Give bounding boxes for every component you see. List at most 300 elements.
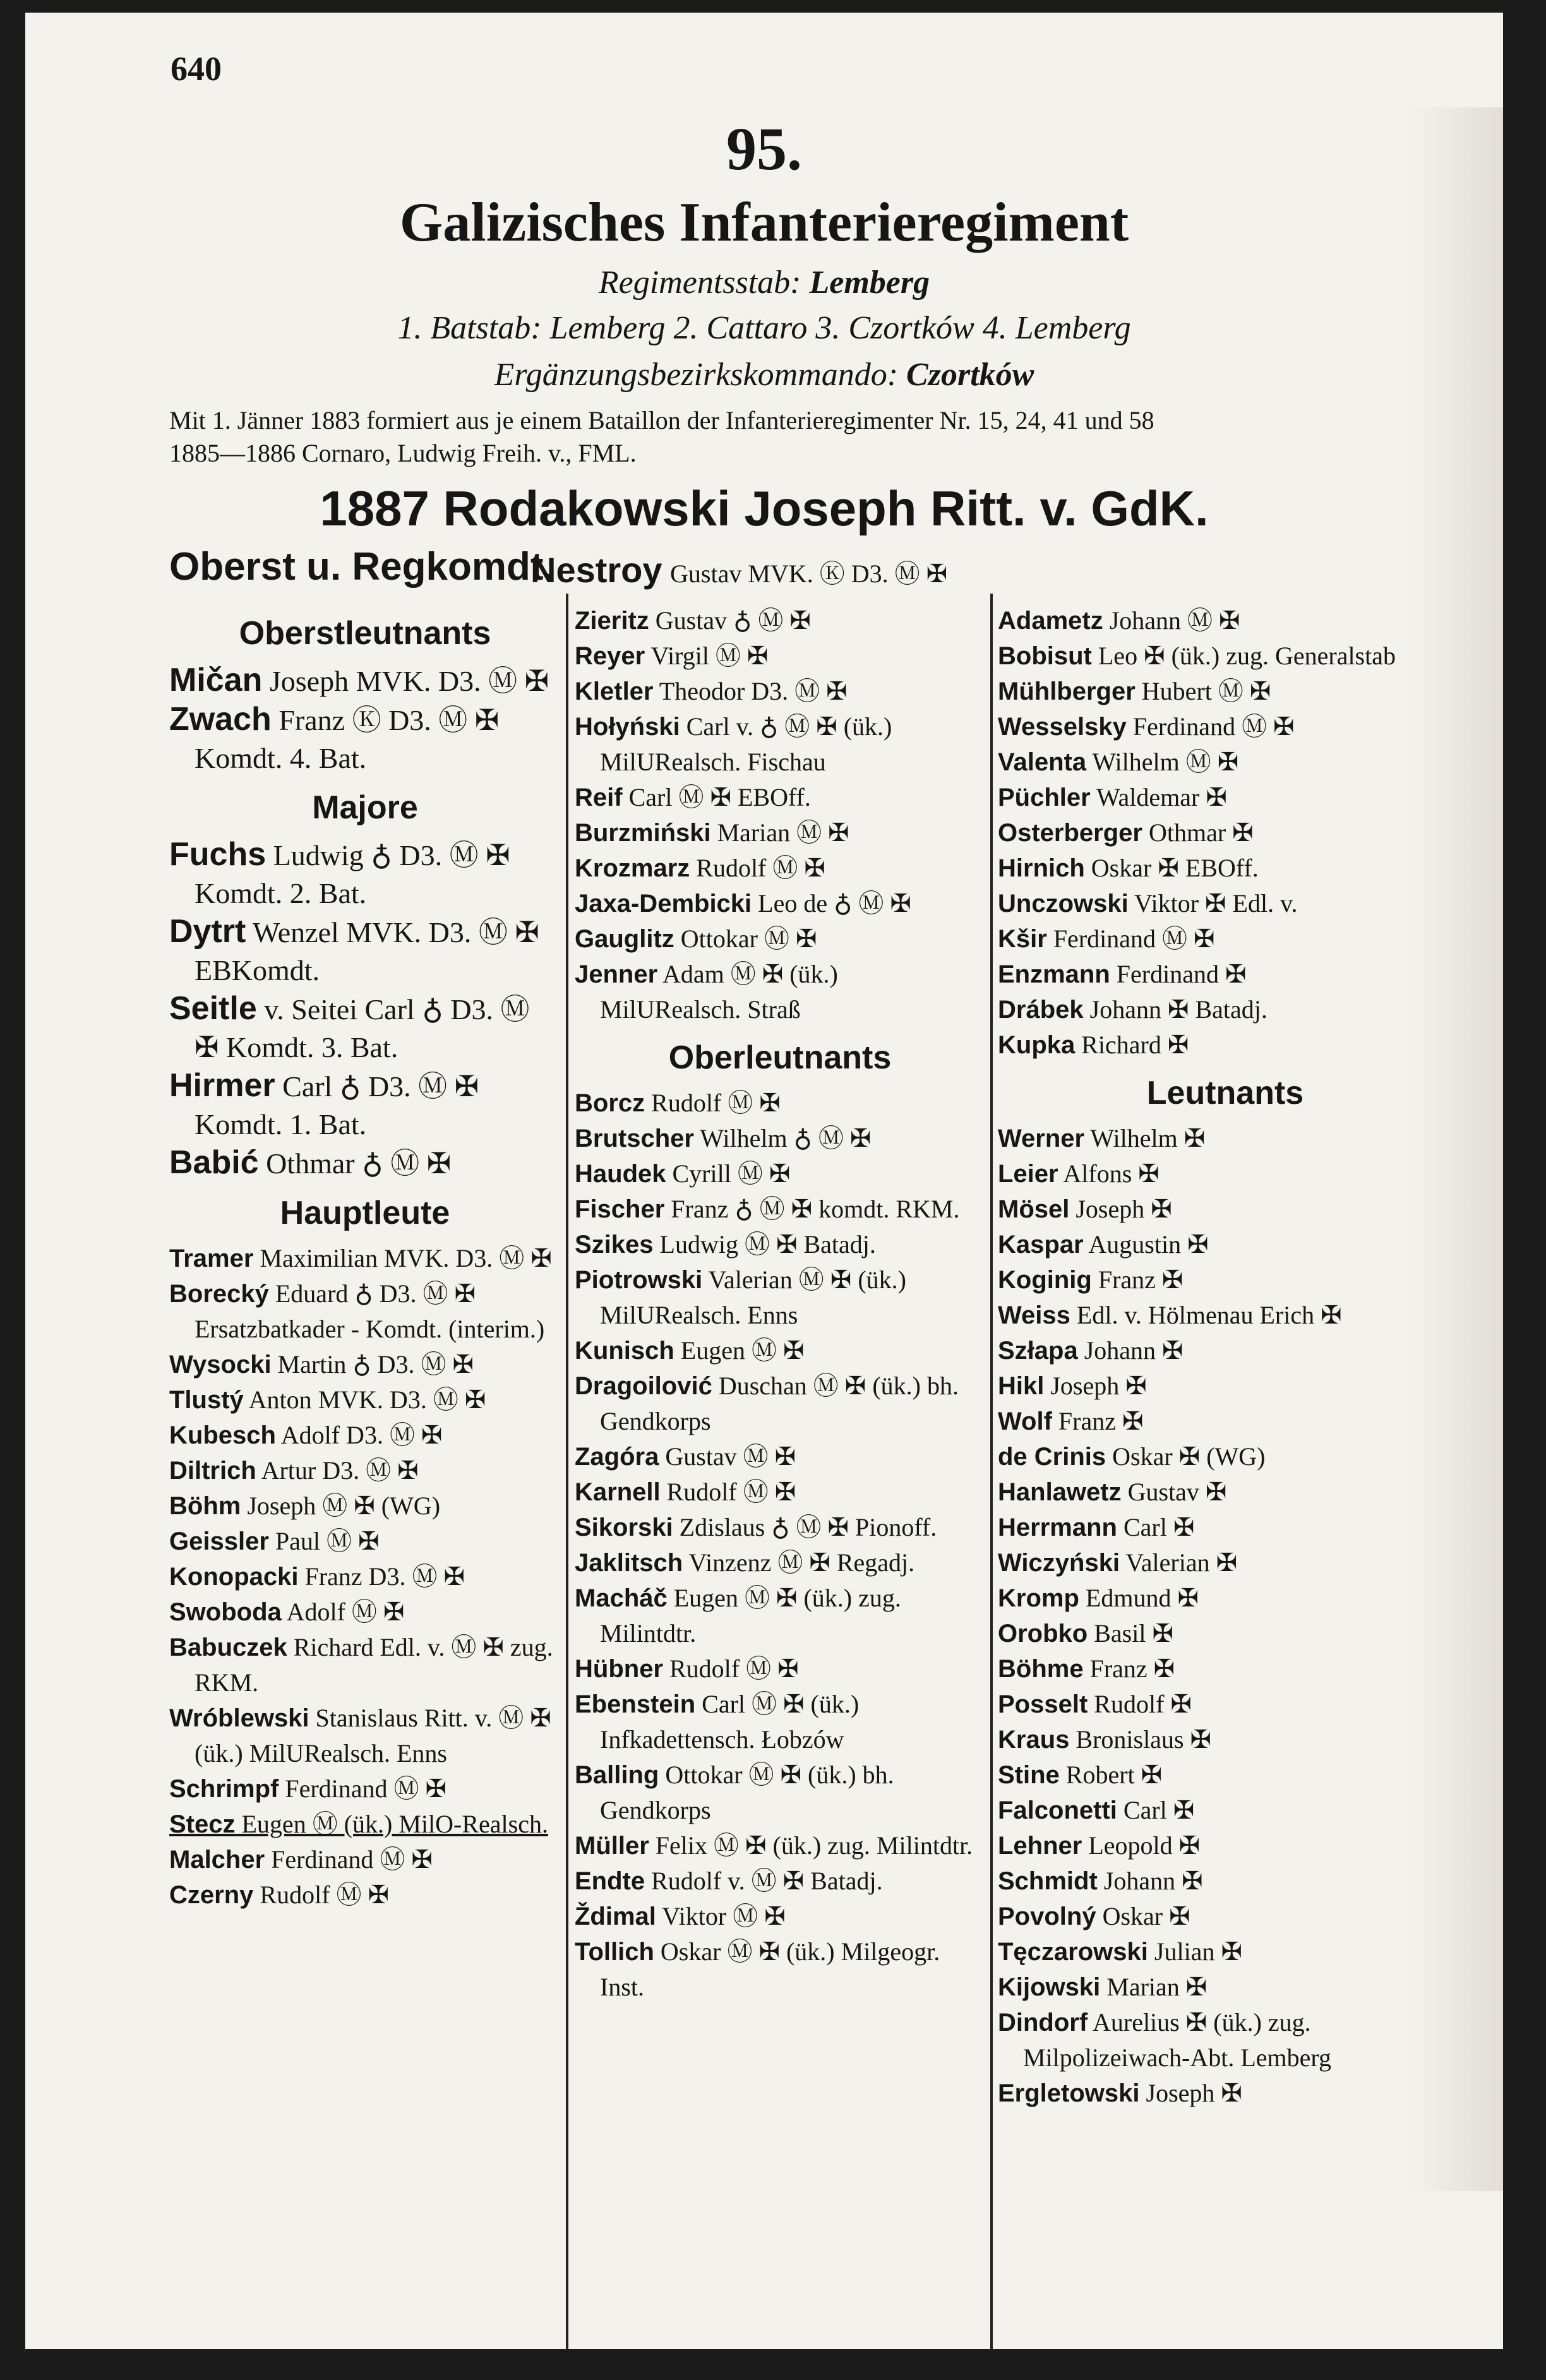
officer-entry [169, 1453, 561, 1488]
officer-surname: Hołyński [575, 713, 680, 741]
officer-details: Carl ✠ [1117, 1513, 1195, 1541]
officer-details: Leo de ♁ Ⓜ ✠ [752, 889, 911, 918]
officer-surname: Drábek [998, 996, 1084, 1024]
officer-details: Felix Ⓜ ✠ (ük.) zug. Milintdtr. [649, 1831, 973, 1860]
officer-details: Rudolf ✠ [1088, 1690, 1192, 1718]
officer-entry [575, 1651, 985, 1687]
officer-surname: Szikes [575, 1231, 654, 1259]
officer-details: Franz ✠ [1091, 1265, 1183, 1294]
officer-entry [575, 603, 985, 638]
officer-surname: Brutscher [575, 1125, 694, 1152]
officer-details: Maximilian MVK. D3. Ⓜ ✠ [253, 1244, 552, 1272]
officer-surname: Hirnich [998, 854, 1085, 882]
officer-surname: Zieritz [575, 607, 649, 635]
officer-details: Viktor Ⓜ ✠ [656, 1902, 786, 1930]
officer-details: Richard ✠ [1075, 1031, 1189, 1059]
officer-details: Franz ✠ [1083, 1654, 1175, 1683]
officer-surname: Piotrowski [575, 1266, 703, 1294]
officer-surname: Gauglitz [575, 925, 674, 953]
officer-details: Carl Ⓜ ✠ (ük.) Infkadettensch. Łobzów [600, 1690, 860, 1754]
officer-surname: Mičan [169, 662, 263, 698]
officer-details: Rudolf v. Ⓜ ✠ Batadj. [645, 1867, 883, 1895]
officer-details: Rudolf Ⓜ ✠ [690, 854, 825, 882]
officer-surname: Dragoilović [575, 1372, 712, 1400]
officer-details: Oskar Ⓜ ✠ (ük.) Milgeogr. Inst. [600, 1937, 940, 2001]
officer-entry [575, 921, 985, 957]
officer-surname: Kubesch [169, 1421, 276, 1449]
officer-entry [998, 1828, 1453, 1863]
officer-surname: Diltrich [169, 1457, 256, 1485]
column-divider [566, 594, 568, 2349]
officer-surname: Tęczarowski [998, 1938, 1148, 1966]
officer-entry [575, 815, 985, 851]
officer-entry [998, 1439, 1453, 1474]
officer-surname: Böhme [998, 1655, 1084, 1683]
officer-entry [998, 1545, 1453, 1581]
officer-details: Basil ✠ [1088, 1619, 1173, 1647]
officer-surname: Werner [998, 1125, 1085, 1152]
officer-details: Eugen Ⓜ (ük.) MilO-Realsch. [235, 1810, 548, 1838]
officer-surname: Jaxa-Dembicki [575, 890, 752, 918]
officer-surname: Weiss [998, 1301, 1070, 1329]
officer-details: Carl Ⓜ ✠ EBOff. [622, 783, 811, 811]
officer-surname: Schrimpf [169, 1775, 279, 1803]
officer-surname: Herrmann [998, 1514, 1117, 1541]
officer-entry [998, 1027, 1453, 1063]
officer-entry [169, 1488, 561, 1524]
officer-details: Ferdinand Ⓜ ✠ [279, 1774, 447, 1803]
officer-details: Adolf D3. Ⓜ ✠ [275, 1421, 443, 1449]
officer-details: Ferdinand Ⓜ ✠ [1126, 712, 1295, 741]
ergaenzung-value: Czortków [906, 357, 1034, 393]
officer-details: Bronislaus ✠ [1069, 1725, 1212, 1754]
officer-entry [575, 1227, 985, 1262]
officer-entry [169, 1418, 561, 1453]
officer-details: Wilhelm Ⓜ ✠ [1086, 748, 1239, 776]
officer-entry [169, 1276, 561, 1347]
officer-surname: de Crinis [998, 1443, 1106, 1471]
officer-surname: Fischer [575, 1195, 665, 1223]
battalion-line: 1. Batstab: Lemberg 2. Cattaro 3. Czortków 4. Lemberg [397, 310, 1131, 346]
officer-entry [169, 990, 561, 1067]
officer-surname: Stecz [169, 1810, 236, 1838]
officer-surname: Bobisut [998, 642, 1092, 670]
officer-surname: Reif [575, 784, 623, 811]
column-1 [169, 603, 561, 1913]
officer-entry [575, 1333, 985, 1368]
officer-details: Artur D3. Ⓜ ✠ [256, 1456, 419, 1485]
officer-entry [998, 992, 1453, 1027]
officer-details: Alfons ✠ [1058, 1159, 1160, 1188]
officer-surname: Falconetti [998, 1797, 1117, 1824]
officer-surname: Püchler [998, 784, 1091, 811]
officer-entry [169, 1241, 561, 1276]
officer-details: Johann ✠ Batadj. [1083, 995, 1267, 1024]
officer-entry [169, 1594, 561, 1630]
officer-details: Eduard ♁ D3. Ⓜ ✠ Ersatzbatkader - Komdt. (interim.) [195, 1279, 545, 1343]
officer-entry [575, 780, 985, 815]
officer-surname: Kšir [998, 925, 1047, 953]
officer-entry [998, 1192, 1453, 1227]
officer-entry [169, 1842, 561, 1877]
column-3 [998, 603, 1453, 2111]
column-divider [990, 594, 993, 2349]
ergaenzung-line [25, 356, 1503, 393]
officer-details: Ottokar Ⓜ ✠ (ük.) bh. Gendkorps [600, 1761, 894, 1824]
officer-surname: Posselt [998, 1690, 1088, 1718]
officer-details: Adolf Ⓜ ✠ [281, 1598, 405, 1626]
officer-details: Ludwig ♁ D3. Ⓜ ✠ Komdt. 2. Bat. [195, 839, 510, 909]
officer-surname: Babuczek [169, 1634, 287, 1661]
staff-line [25, 264, 1503, 301]
officer-surname: Burzmiński [575, 819, 711, 847]
officer-surname: Krozmarz [575, 854, 690, 882]
officer-surname: Kraus [998, 1726, 1070, 1754]
officer-surname: Ebenstein [575, 1690, 696, 1718]
officer-surname: Schmidt [998, 1867, 1098, 1895]
officer-surname: Leier [998, 1160, 1058, 1188]
officer-entry [575, 1085, 985, 1121]
officer-surname: Borecký [169, 1280, 269, 1308]
officer-surname: Ždimal [575, 1903, 656, 1930]
officer-surname: Adametz [998, 607, 1103, 635]
section-heading: Leutnants [1146, 1075, 1304, 1111]
officer-details: Virgil Ⓜ ✠ [645, 642, 769, 670]
officer-entry [998, 1899, 1453, 1934]
officer-surname: Orobko [998, 1620, 1088, 1647]
officer-entry [169, 1144, 561, 1183]
officer-details: Oskar ✠ EBOff. [1084, 854, 1259, 882]
officer-details: Adam Ⓜ ✠ (ük.) MilURealsch. Straß [600, 960, 838, 1024]
officer-entry [575, 1262, 985, 1333]
officer-entry [998, 1651, 1453, 1687]
officer-details: Rudolf Ⓜ ✠ [253, 1881, 390, 1909]
officer-details: Franz ✠ [1052, 1407, 1144, 1435]
officer-details: Johann ✠ [1077, 1336, 1183, 1365]
officer-entry [575, 1899, 985, 1934]
officer-entry [998, 2076, 1453, 2111]
officer-surname: Unczowski [998, 890, 1129, 918]
officer-entry [575, 886, 985, 921]
section-heading: Majore [312, 789, 418, 826]
officer-entry [998, 1510, 1453, 1545]
officer-details: Wilhelm ✠ [1084, 1124, 1206, 1152]
oberst-rank: Oberst u. Regkomdt. [169, 545, 554, 589]
officer-entry [575, 674, 985, 709]
officer-entry [998, 921, 1453, 957]
officer-entry [998, 674, 1453, 709]
officer-entry [998, 1227, 1453, 1262]
officer-surname: Karnell [575, 1478, 661, 1506]
officer-surname: Lehner [998, 1832, 1082, 1860]
officer-entry [169, 1807, 561, 1842]
officer-surname: Dindorf [998, 2009, 1088, 2036]
officer-entry [169, 1877, 561, 1913]
officer-details: Leopold ✠ [1082, 1831, 1201, 1860]
officer-surname: Kromp [998, 1584, 1079, 1612]
officer-entry [998, 638, 1453, 674]
regiment-title: Galizisches Infanterieregiment [399, 192, 1129, 253]
officer-details: Ludwig Ⓜ ✠ Batadj. [653, 1230, 876, 1259]
officer-entry [169, 1630, 561, 1701]
officer-entry [575, 638, 985, 674]
officer-entry [575, 1687, 985, 1757]
officer-surname: Osterberger [998, 819, 1142, 847]
officer-surname: Enzmann [998, 960, 1110, 988]
officer-surname: Wolf [998, 1408, 1052, 1435]
officer-details: Rudolf Ⓜ ✠ [645, 1089, 781, 1117]
officer-details: Johann Ⓜ ✠ [1103, 606, 1240, 635]
officer-details: Carl ♁ D3. Ⓜ ✠ Komdt. 1. Bat. [195, 1070, 479, 1140]
officer-details: Oskar ✠ (WG) [1106, 1442, 1266, 1471]
officer-details: Eugen Ⓜ ✠ [674, 1336, 805, 1365]
officer-details: Julian ✠ [1148, 1937, 1242, 1966]
inhaber-line: 1887 Rodakowski Joseph Ritt. v. GdK. [320, 481, 1209, 536]
officer-details: Franz ♁ Ⓜ ✠ komdt. RKM. [664, 1195, 960, 1223]
officer-surname: Kunisch [575, 1337, 674, 1365]
officer-entry [998, 1970, 1453, 2005]
officer-surname: Sikorski [575, 1514, 673, 1541]
officer-entry [998, 1616, 1453, 1651]
officer-details: Theodor D3. Ⓜ ✠ [653, 677, 848, 705]
officer-details: Othmar ✠ [1142, 818, 1254, 847]
officer-entry [998, 1722, 1453, 1757]
officer-details: Ferdinand ✠ [1110, 960, 1247, 988]
officer-details: Othmar ♁ Ⓜ ✠ [258, 1147, 452, 1180]
officer-details: Gustav ♁ Ⓜ ✠ [649, 606, 811, 635]
officer-details: Gustav Ⓜ ✠ [659, 1442, 796, 1471]
officer-entry [998, 815, 1453, 851]
officer-entry [998, 1262, 1453, 1298]
officer-details: Marian Ⓜ ✠ [710, 818, 849, 847]
officer-details: Joseph Ⓜ ✠ (WG) [241, 1492, 441, 1520]
history-line: 1885—1886 Cornaro, Ludwig Freih. v., FML. [169, 439, 637, 467]
officer-surname: Macháč [575, 1584, 668, 1612]
officer-surname: Hanlawetz [998, 1478, 1122, 1506]
officer-surname: Mühlberger [998, 678, 1136, 705]
officer-details: Rudolf Ⓜ ✠ [663, 1654, 799, 1683]
column-2 [575, 603, 985, 2005]
officer-entry [169, 1524, 561, 1559]
officer-details: Valerian Ⓜ ✠ (ük.) MilURealsch. Enns [600, 1265, 906, 1329]
officer-entry [998, 851, 1453, 886]
officer-surname: Hirmer [169, 1067, 275, 1104]
officer-entry [998, 1333, 1453, 1368]
officer-entry [575, 1439, 985, 1474]
staff-label: Regimentsstab: [598, 265, 801, 301]
section-heading: Oberstleutnants [239, 615, 491, 652]
officer-details: Gustav ✠ [1121, 1478, 1227, 1506]
officer-surname: Swoboda [169, 1598, 282, 1626]
officer-details: Vinzenz Ⓜ ✠ Regadj. [683, 1548, 915, 1577]
officer-entry [998, 780, 1453, 815]
officer-entry [998, 1298, 1453, 1333]
officer-surname: Kaspar [998, 1231, 1084, 1259]
officer-surname: Geissler [169, 1528, 269, 1555]
officer-surname: Konopacki [169, 1563, 299, 1591]
officer-details: v. Seitei Carl ♁ D3. Ⓜ ✠ Komdt. 3. Bat. [195, 993, 530, 1063]
officer-entry [575, 1121, 985, 1156]
officer-entry [169, 700, 561, 777]
officer-entry [998, 1404, 1453, 1439]
oberst-entry [530, 549, 947, 590]
officer-surname: Ergletowski [998, 2079, 1140, 2107]
regiment-number: 95. [726, 115, 802, 182]
officer-entry [998, 1368, 1453, 1404]
officer-entry [169, 1067, 561, 1144]
officer-details: Joseph ✠ [1139, 2079, 1242, 2107]
officer-surname: Kupka [998, 1031, 1076, 1059]
officer-entry [998, 709, 1453, 744]
officer-entry [998, 1863, 1453, 1899]
officer-details: Oskar ✠ [1096, 1902, 1190, 1930]
officer-surname: Hübner [575, 1655, 663, 1683]
officer-details: Anton MVK. D3. Ⓜ ✠ [243, 1385, 486, 1414]
officer-details: Hubert Ⓜ ✠ [1135, 677, 1271, 705]
officer-surname: Wiczyński [998, 1549, 1120, 1577]
staff-value: Lemberg [809, 265, 930, 301]
officer-details: Valerian ✠ [1120, 1548, 1238, 1577]
officer-surname: Mösel [998, 1195, 1070, 1223]
officer-entry [169, 1382, 561, 1418]
officer-entry [998, 744, 1453, 780]
officer-entry [998, 1687, 1453, 1722]
officer-details: Martin ♁ D3. Ⓜ ✠ [271, 1350, 474, 1378]
officer-surname: Jenner [575, 960, 658, 988]
officer-surname: Szłapa [998, 1337, 1078, 1365]
officer-details: Stanislaus Ritt. v. Ⓜ ✠ (ük.) MilURealsch. Enns [195, 1704, 551, 1767]
officer-details: Leo ✠ (ük.) zug. Generalstab [1091, 642, 1396, 670]
officer-entry [169, 835, 561, 912]
officer-details: Cyrill Ⓜ ✠ [666, 1159, 791, 1188]
officer-entry [998, 957, 1453, 992]
officer-details: Augustin ✠ [1083, 1230, 1209, 1259]
officer-details: Ottokar Ⓜ ✠ [674, 924, 817, 953]
officer-entry [169, 661, 561, 700]
officer-details: Ferdinand Ⓜ ✠ [265, 1845, 433, 1874]
officer-surname: Reyer [575, 642, 645, 670]
page [25, 13, 1503, 2349]
officer-surname: Kijowski [998, 1973, 1101, 2001]
officer-surname: Zagóra [575, 1443, 659, 1471]
officer-surname: Czerny [169, 1881, 254, 1909]
officer-surname: Haudek [575, 1160, 666, 1188]
officer-entry [169, 1771, 561, 1807]
officer-details: Ferdinand Ⓜ ✠ [1046, 924, 1215, 953]
officer-details: Edl. v. Hölmenau Erich ✠ [1070, 1301, 1342, 1329]
officer-details: Joseph ✠ [1044, 1372, 1147, 1400]
officer-entry [575, 1474, 985, 1510]
officer-surname: Müller [575, 1832, 649, 1860]
officer-entry [575, 1863, 985, 1899]
officer-details: Duschan Ⓜ ✠ (ük.) bh. Gendkorps [600, 1372, 959, 1435]
officer-entry [575, 1757, 985, 1828]
oberst-details: Gustav MVK. Ⓚ D3. Ⓜ ✠ [670, 559, 948, 588]
officer-surname: Endte [575, 1867, 645, 1895]
officer-surname: Povolný [998, 1903, 1096, 1930]
officer-entry [575, 1545, 985, 1581]
officer-details: Paul Ⓜ ✠ [268, 1527, 380, 1555]
officer-details: Joseph ✠ [1069, 1195, 1172, 1223]
officer-surname: Fuchs [169, 836, 267, 873]
officer-entry [169, 1347, 561, 1382]
officer-details: Wilhelm ♁ Ⓜ ✠ [693, 1124, 872, 1152]
officer-details: Carl ✠ [1117, 1796, 1195, 1824]
officer-entry [575, 1581, 985, 1651]
officer-entry [998, 1934, 1453, 1970]
officer-details: Robert ✠ [1059, 1761, 1163, 1789]
officer-entry [998, 1121, 1453, 1156]
ergaenzung-label: Ergänzungsbezirkskommando: [494, 357, 899, 393]
officer-details: Marian ✠ [1100, 1973, 1207, 2001]
page-number: 640 [171, 50, 222, 88]
officer-surname: Dytrt [169, 913, 246, 950]
officer-entry [575, 1192, 985, 1227]
officer-surname: Hikl [998, 1372, 1045, 1400]
officer-surname: Malcher [169, 1846, 265, 1874]
officer-details: Carl v. ♁ Ⓜ ✠ (ük.) MilURealsch. Fischau [600, 712, 892, 776]
officer-entry [575, 851, 985, 886]
officer-surname: Balling [575, 1761, 659, 1789]
officer-surname: Tramer [169, 1245, 254, 1272]
officer-details: Franz Ⓚ D3. Ⓜ ✠ Komdt. 4. Bat. [195, 704, 500, 774]
officer-surname: Zwach [169, 701, 272, 738]
officer-surname: Wysocki [169, 1351, 272, 1378]
officer-entry [575, 957, 985, 1027]
officer-details: Johann ✠ [1097, 1867, 1203, 1895]
section-heading: Oberleutnants [668, 1039, 892, 1076]
officer-surname: Valenta [998, 748, 1087, 776]
officer-surname: Jaklitsch [575, 1549, 683, 1577]
officer-surname: Wróblewski [169, 1704, 309, 1732]
oberst-name: Nestroy [530, 550, 662, 590]
officer-entry [575, 709, 985, 780]
officer-details: Edmund ✠ [1079, 1584, 1199, 1612]
officer-entry [575, 1510, 985, 1545]
officer-surname: Borcz [575, 1089, 645, 1117]
officer-entry [998, 603, 1453, 638]
officer-entry [169, 1701, 561, 1771]
officer-entry [575, 1156, 985, 1192]
officer-entry [998, 1757, 1453, 1793]
officer-entry [998, 1581, 1453, 1616]
officer-entry [998, 886, 1453, 921]
officer-surname: Babić [169, 1144, 259, 1181]
officer-entry [575, 1934, 985, 2005]
officer-surname: Böhm [169, 1492, 241, 1520]
officer-details: Joseph MVK. D3. Ⓜ ✠ [262, 665, 549, 697]
officer-surname: Seitle [169, 990, 257, 1027]
officer-details: Rudolf Ⓜ ✠ [660, 1478, 796, 1506]
officer-entry [169, 1559, 561, 1594]
officer-entry [998, 1793, 1453, 1828]
officer-entry [998, 1474, 1453, 1510]
officer-surname: Tollich [575, 1938, 654, 1966]
officer-surname: Stine [998, 1761, 1060, 1789]
officer-details: Wenzel MVK. D3. Ⓜ ✠ EBKomdt. [195, 916, 539, 986]
officer-details: Richard Edl. v. Ⓜ ✠ zug. RKM. [195, 1633, 553, 1697]
officer-entry [575, 1828, 985, 1863]
officer-entry [575, 1368, 985, 1439]
officer-surname: Wesselsky [998, 713, 1127, 741]
officer-surname: Koginig [998, 1266, 1092, 1294]
history-notes [169, 404, 1382, 470]
officer-details: Franz D3. Ⓜ ✠ [298, 1562, 465, 1591]
officer-entry [998, 2005, 1453, 2076]
officer-details: Eugen Ⓜ ✠ (ük.) zug. Milintdtr. [600, 1584, 901, 1647]
history-line: Mit 1. Jänner 1883 formiert aus je einem Bataillon der Infanterieregimenter Nr. 15, 24, 41 und 58 [169, 406, 1154, 434]
officer-entry [998, 1156, 1453, 1192]
